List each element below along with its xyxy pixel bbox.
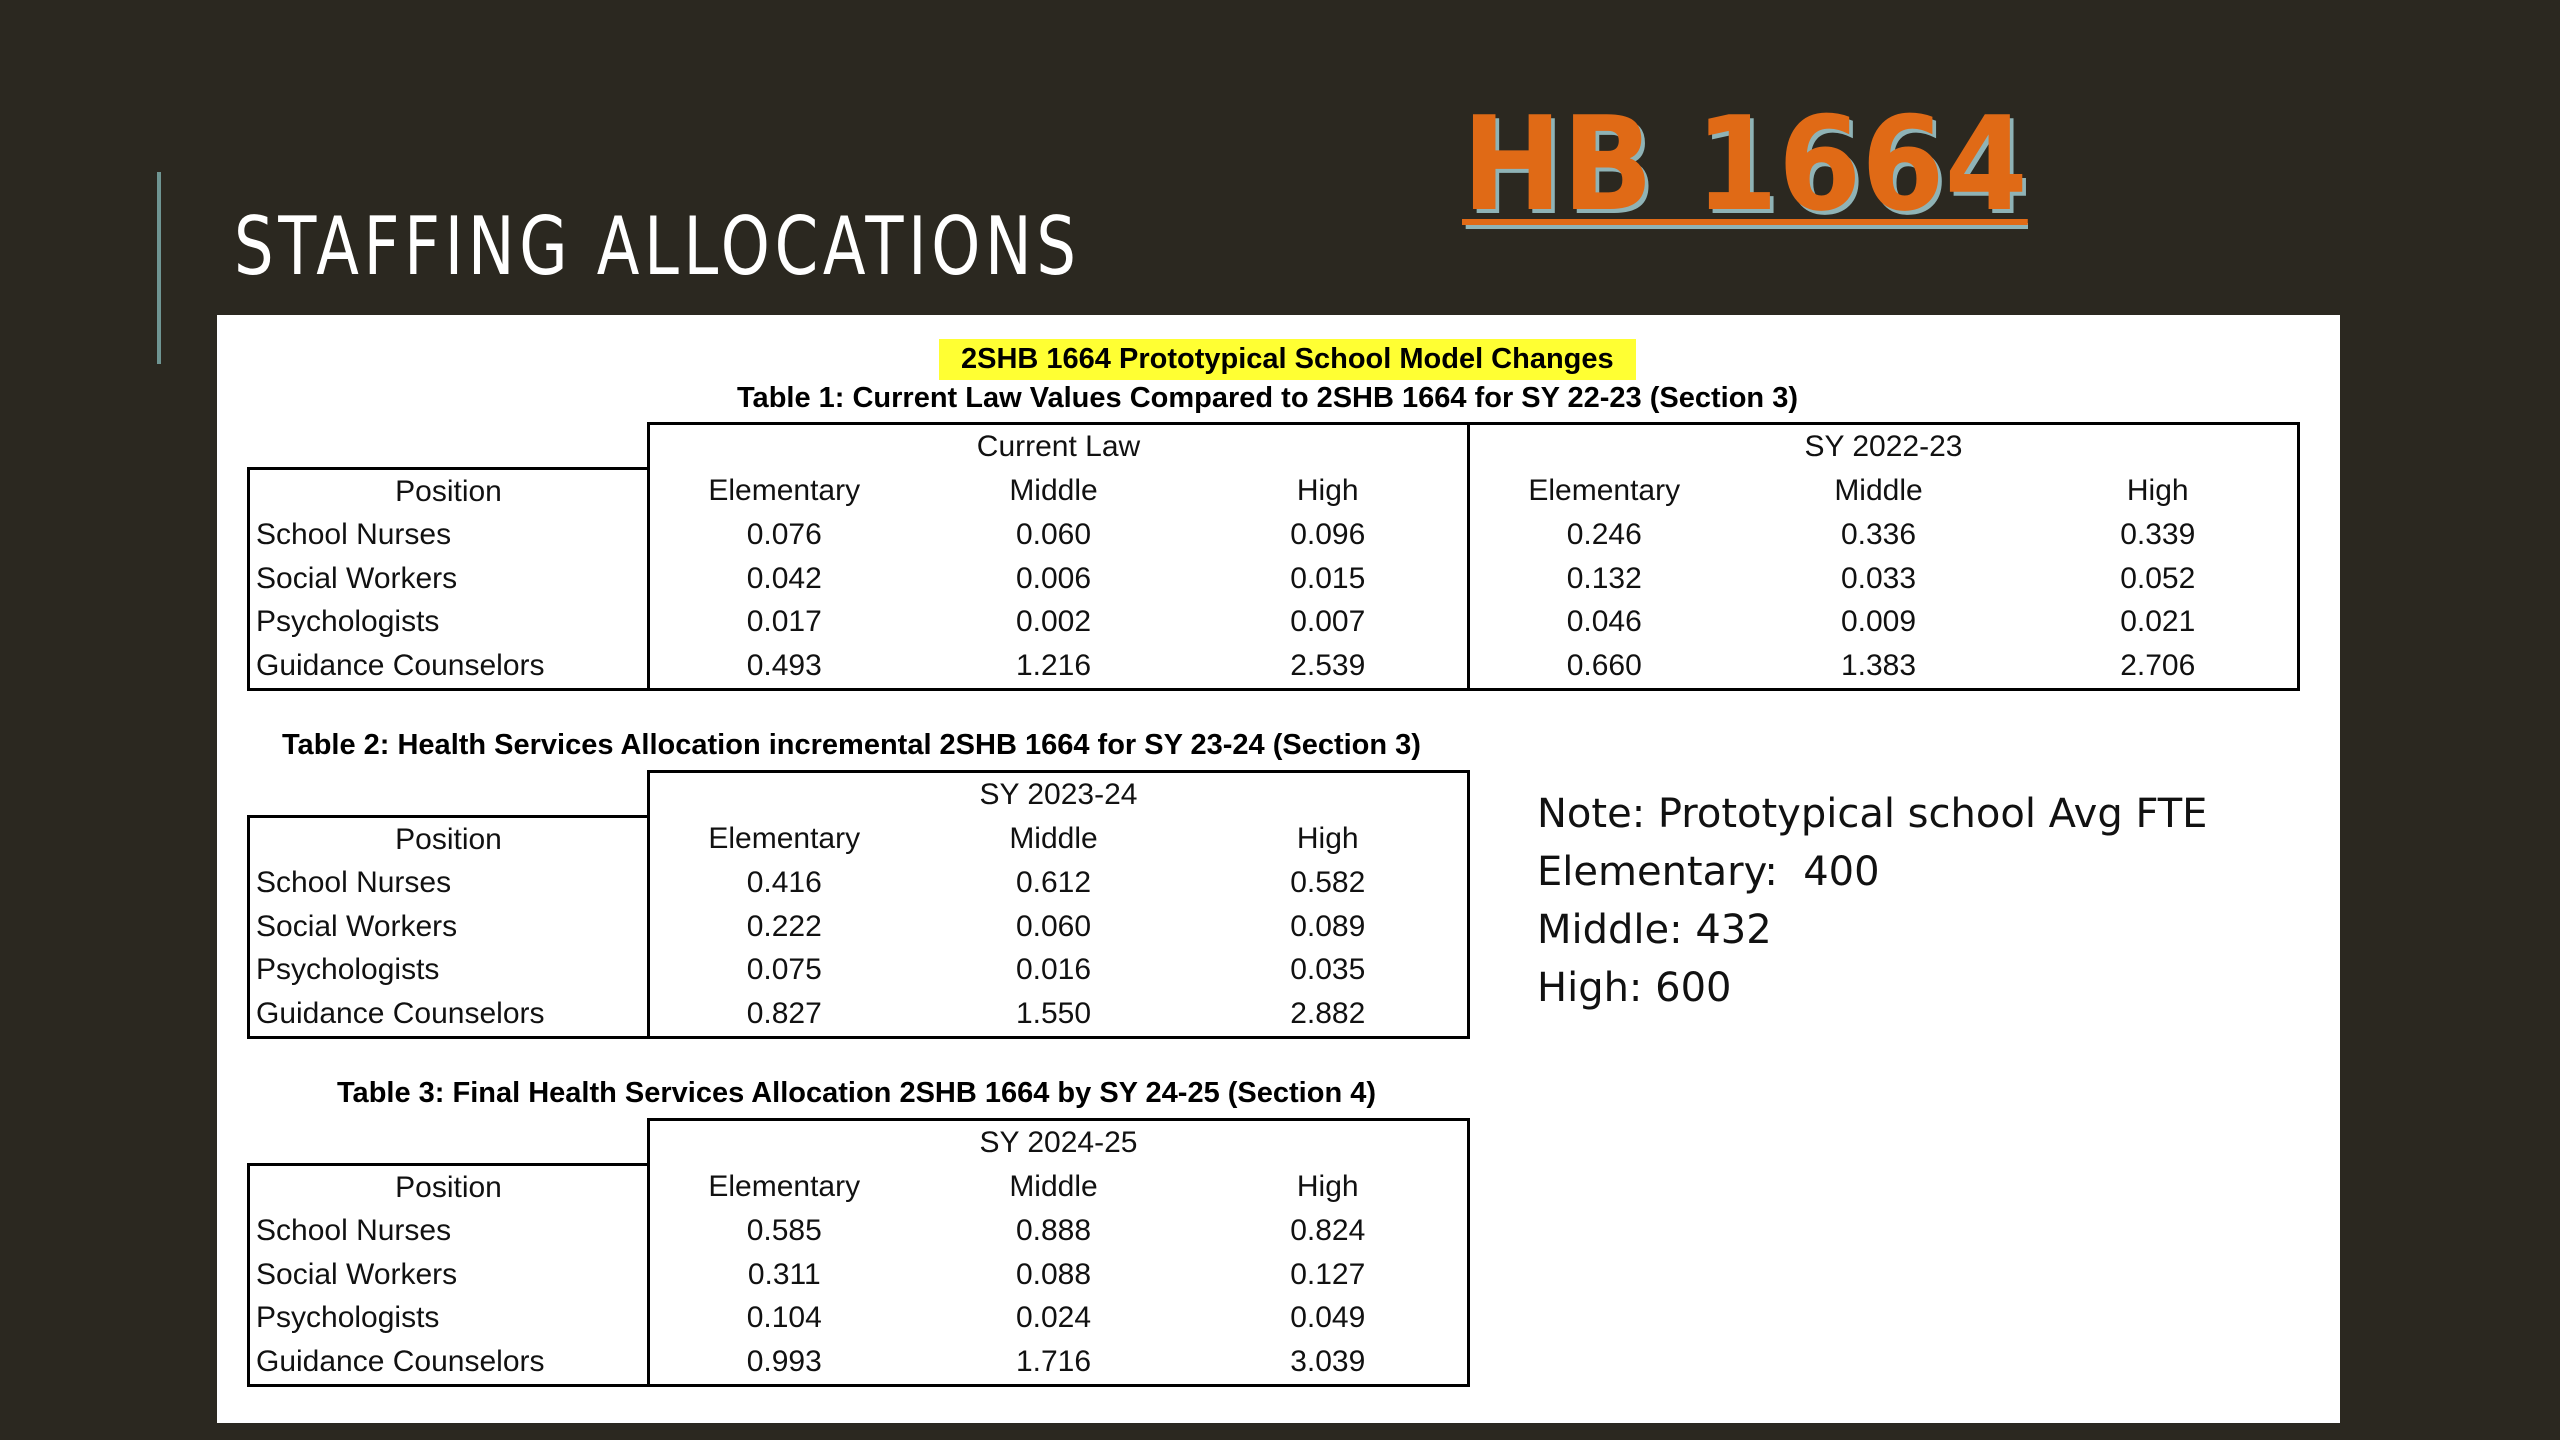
table3-group-sy2024: SY 2024-25: [649, 1120, 1469, 1165]
table-row: [249, 644, 2299, 689]
table-cell: 0.582: [1189, 862, 1469, 906]
table-header-row: [249, 817, 1469, 862]
table1-group-current-law: Current Law: [649, 424, 1469, 469]
table-row: [249, 557, 2299, 601]
table-cell: 1.216: [919, 644, 1189, 689]
row-label: School Nurses: [249, 862, 649, 906]
table-cell: 0.007: [1189, 601, 1469, 645]
table-cell: 0.060: [1015, 909, 1092, 943]
column-header: Elementary: [708, 822, 861, 855]
table-row: [249, 949, 1469, 993]
table-cell: 1.550: [919, 992, 1189, 1037]
table-cell: 0.009: [1840, 605, 1917, 639]
table-cell: 0.127: [1189, 1253, 1469, 1297]
table-cell: 1.716: [919, 1340, 1189, 1385]
table-cell: 0.052: [2019, 557, 2299, 601]
table-cell: 0.017: [746, 605, 822, 639]
document-panel: [217, 315, 2340, 1423]
column-header: High: [1189, 469, 1469, 514]
column-header: High: [1189, 817, 1469, 862]
fte-note: [1537, 785, 2207, 1017]
table-cell: 0.088: [1015, 1257, 1092, 1291]
column-header: Position: [249, 1165, 649, 1210]
note-line: High: 600: [1537, 965, 1732, 1011]
row-label: School Nurses: [249, 514, 649, 558]
column-header: Position: [249, 817, 649, 862]
row-label: Social Workers: [249, 557, 649, 601]
table-cell: 2.882: [1189, 992, 1469, 1037]
table-cell: 0.824: [1189, 1210, 1469, 1254]
table-cell: 0.035: [1189, 949, 1469, 993]
table-cell: 0.016: [1015, 953, 1092, 987]
table-cell: 0.042: [746, 561, 822, 595]
document-heading: 2SHB 1664 Prototypical School Model Changes: [939, 339, 1636, 380]
table-cell: 1.383: [1739, 644, 2019, 689]
table-header-row: [249, 469, 2299, 514]
table-cell: 0.024: [1015, 1301, 1092, 1335]
row-label: School Nurses: [249, 1210, 649, 1254]
table-cell: 0.104: [746, 1301, 822, 1335]
table3: [247, 1118, 1470, 1387]
note-line: Middle: 432: [1537, 907, 1772, 953]
column-header: Middle: [1834, 474, 1923, 507]
table2-caption: Table 2: Health Services Allocation incremental 2SHB 1664 for SY 23-24 (Section 3): [282, 729, 1421, 761]
table2: [247, 770, 1470, 1039]
table-row: [249, 514, 2299, 558]
table-cell: 0.339: [2019, 514, 2299, 558]
table-cell: 0.033: [1840, 561, 1917, 595]
table-cell: 0.311: [747, 1257, 821, 1291]
row-label: Psychologists: [249, 949, 649, 993]
table3-caption: Table 3: Final Health Services Allocation 2SHB 1664 by SY 24-25 (Section 4): [337, 1077, 1377, 1109]
table-cell: 3.039: [1189, 1340, 1469, 1385]
table2-group-sy2023: SY 2023-24: [649, 772, 1469, 817]
table-row: [249, 1210, 1469, 1254]
row-label: Guidance Counselors: [249, 1340, 649, 1385]
column-header: High: [2019, 469, 2299, 514]
table-cell: 0.015: [1189, 557, 1469, 601]
table-cell: 0.060: [1015, 518, 1092, 552]
table-cell: 0.888: [1015, 1214, 1092, 1248]
row-label: Social Workers: [249, 905, 649, 949]
table-cell: 0.132: [1566, 561, 1642, 595]
table1-group-sy2022: SY 2022-23: [1469, 424, 2299, 469]
table-cell: 0.612: [1015, 866, 1092, 900]
column-header: Middle: [1009, 822, 1098, 855]
table-cell: 0.075: [746, 953, 822, 987]
column-header: High: [1189, 1165, 1469, 1210]
table-cell: 0.049: [1189, 1297, 1469, 1341]
table-cell: 0.993: [649, 1340, 919, 1385]
note-line: Elementary: 400: [1537, 849, 1880, 895]
table-cell: 2.706: [2019, 644, 2299, 689]
table-row: [249, 1297, 1469, 1341]
row-label: Guidance Counselors: [249, 992, 649, 1037]
table-cell: 0.006: [1015, 561, 1092, 595]
table-cell: 0.046: [1566, 605, 1642, 639]
table-cell: 0.096: [1189, 514, 1469, 558]
table-row: [249, 905, 1469, 949]
table-row: [249, 862, 1469, 906]
note-line: Note: Prototypical school Avg FTE: [1537, 791, 2208, 837]
column-header: Elementary: [708, 1170, 861, 1203]
table1: [247, 422, 2300, 691]
column-header: Middle: [1009, 474, 1098, 507]
table-row: [249, 1340, 1469, 1385]
table-cell: 2.539: [1189, 644, 1469, 689]
column-header: Middle: [1009, 1170, 1098, 1203]
column-header: Elementary: [1528, 474, 1681, 507]
table1-caption: Table 1: Current Law Values Compared to 2SHB 1664 for SY 22-23 (Section 3): [737, 382, 1798, 414]
table-cell: 0.336: [1840, 518, 1917, 552]
table-row: [249, 1253, 1469, 1297]
row-label: Psychologists: [249, 601, 649, 645]
table-row: [249, 601, 2299, 645]
table-cell: 0.076: [746, 518, 822, 552]
table-cell: 0.493: [649, 644, 919, 689]
table-cell: 0.660: [1469, 644, 1739, 689]
table-cell: 0.585: [746, 1214, 822, 1248]
row-label: Psychologists: [249, 1297, 649, 1341]
column-header: Elementary: [708, 474, 861, 507]
bill-title: HB 1664: [1462, 88, 2028, 240]
table-cell: 0.246: [1566, 518, 1642, 552]
slide-title: STAFFING ALLOCATIONS: [234, 200, 1081, 293]
table-cell: 0.089: [1189, 905, 1469, 949]
table-header-row: [249, 1165, 1469, 1210]
table-row: [249, 992, 1469, 1037]
accent-bar: [157, 172, 161, 364]
table-cell: 0.827: [649, 992, 919, 1037]
column-header: Position: [249, 469, 649, 514]
table-cell: 0.222: [746, 909, 822, 943]
table-cell: 0.416: [746, 866, 822, 900]
row-label: Guidance Counselors: [249, 644, 649, 689]
table-cell: 0.021: [2019, 601, 2299, 645]
row-label: Social Workers: [249, 1253, 649, 1297]
table-cell: 0.002: [1015, 605, 1092, 639]
